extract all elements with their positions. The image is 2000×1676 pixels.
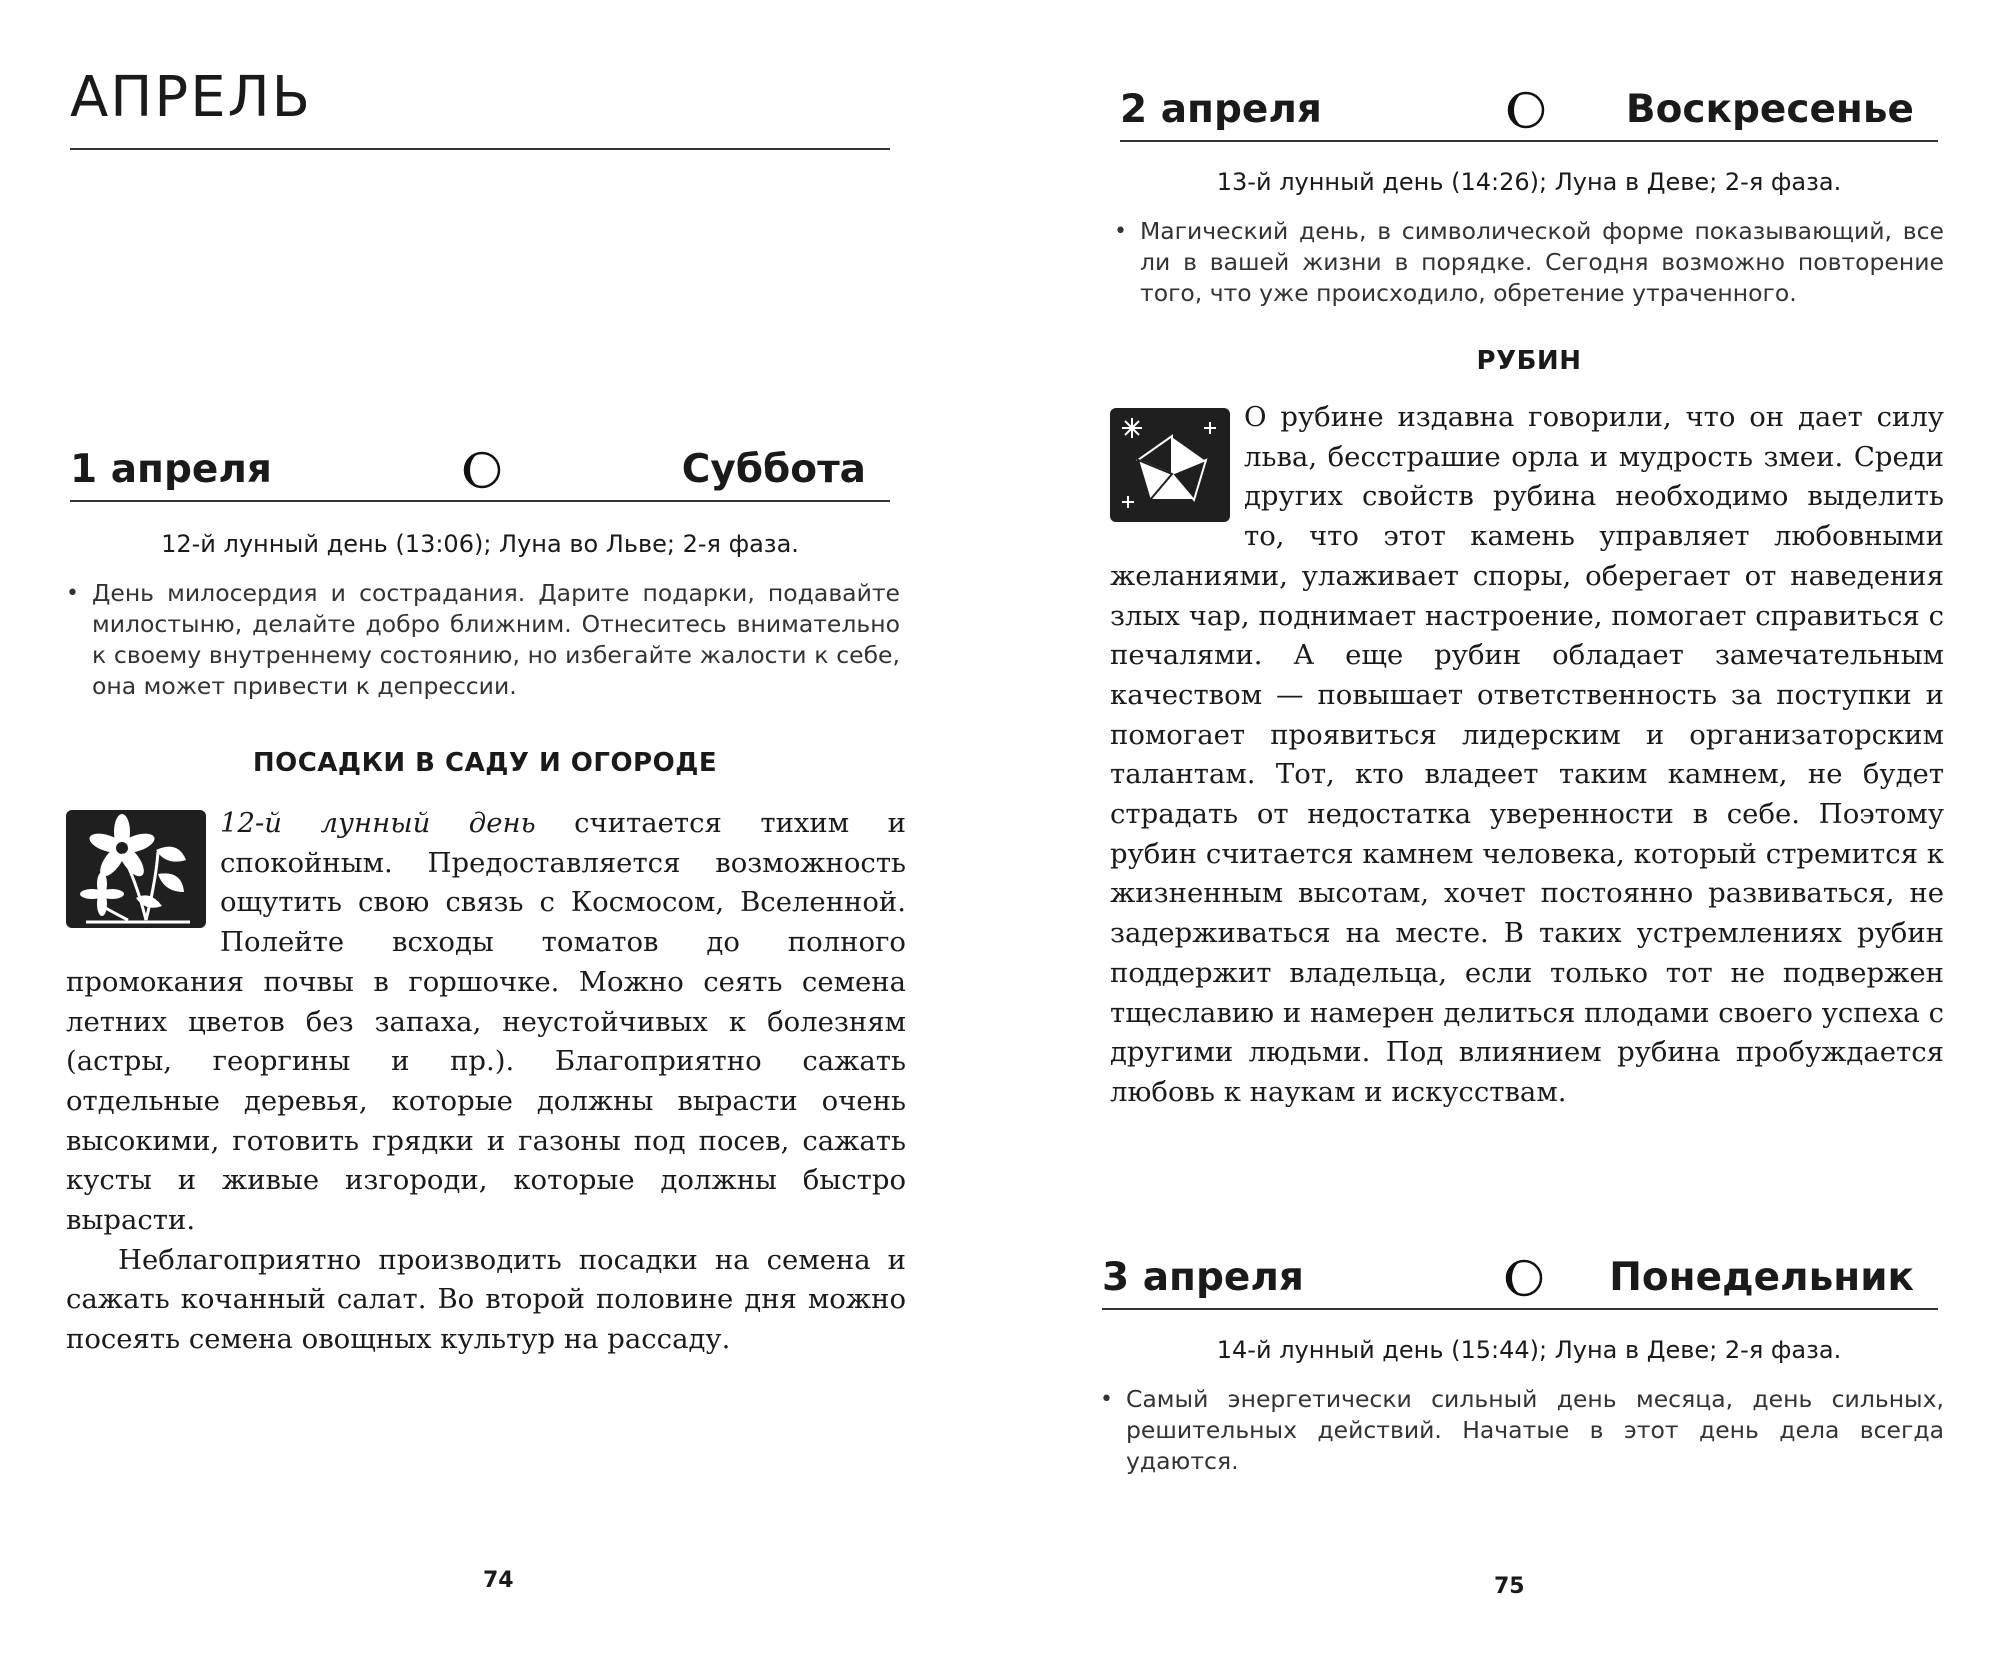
article-lead: 12-й лунный день [220,807,536,839]
waxing-moon-icon [1504,1258,1544,1298]
day-date: 1 апреля [70,447,272,492]
bullet-icon: • [1100,1387,1113,1412]
month-title-rule [70,148,890,150]
day-weekday: Воскресенье [1625,87,1914,132]
day-date: 3 апреля [1102,1255,1304,1300]
lunar-day-info: 13-й лунный день (14:26); Луна в Деве; 2-я фаза. [1216,168,1842,196]
day-note-text: Самый энергетически сильный день месяца, день сильных, решительных действий. Начатые в этот день дела всегда удаются. [1126,1385,1944,1475]
section-title-garden: ПОСАДКИ В САДУ И ОГОРОДЕ [252,748,718,778]
garden-article [66,804,906,1360]
ruby-gem-icon [1110,408,1230,522]
ruby-article-text: О рубине издавна говорили, что он дает силу льва, бесстрашие орла и мудрость змеи. Среди других свойств рубина необходимо выделить то, что этот камень управляет любовными желаниями, улаживает споры, оберегает от наведения злых чар, поднимает настроение, помогает справиться с печалями. А еще рубин обладает замечательным качеством — повышает ответственность за поступки и помогает проявиться лидерским и организаторским талантам. Тот, кто владеет таким камнем, не будет страдать от недостатка уверенности в себе. Поэтому рубин считается камнем человека, который стремится к жизненным высотам, хочет постоянно развиваться, не задерживаться на месте. В таких устремлениях рубин поддержит владельца, если только тот не подвержен тщеславию и намерен делиться плодами своего успеха с другими людьми. Под влиянием рубина пробуждается любовь к наукам и искусствам. [1110,401,1944,1108]
day-note-text: День милосердия и сострадания. Дарите подарки, подавайте милостыню, делайте добро ближним. Отнеситесь внимательно к своему внутреннему состоянию, но избегайте жалости к себе, она может привести к депрессии. [92,579,900,700]
page-number-right: 75 [1494,1574,1525,1599]
section-title-ruby: РУБИН [1476,346,1582,376]
waxing-moon-icon [462,450,502,490]
day-date: 2 апреля [1120,87,1322,132]
ruby-article [1110,398,1944,1113]
day-note [66,578,900,702]
lunar-day-info: 14-й лунный день (15:44); Луна в Деве; 2-я фаза. [1216,1336,1842,1364]
day-header-april-1 [70,440,890,502]
bullet-icon: • [66,581,79,606]
day-note-text: Магический день, в символической форме показывающий, все ли в вашей жизни в порядке. Сегодня возможно повторение того, что уже происходило, обретение утраченного. [1140,217,1944,307]
page-number-left: 74 [483,1568,514,1593]
day-note [1100,1384,1944,1477]
month-title: АПРЕЛЬ [70,65,313,130]
day-header-april-3 [1102,1248,1938,1310]
article-paragraph-1: считается тихим и спокойным. Предоставляется возможность ощутить свою связь с Космосом, Вселенной. Полейте всходы томатов до полного промокания почвы в горшочке. Можно сеять семена летних цветов без запаха, неустойчивых к болезням (астры, георгины и пр.). Благоприятно сажать отдельные деревья, которые должны вырасти очень высокими, готовить грядки и газоны под посев, сажать кусты и живые изгороди, которые должны быстро вырасти. [66,807,906,1237]
article-paragraph-2: Неблагоприятно производить посадки на семена и сажать кочанный салат. Во второй половине дня можно посеять семена овощных культур на рассаду. [66,1243,906,1356]
bullet-icon: • [1114,219,1127,244]
day-weekday: Суббота [681,447,866,492]
day-note [1114,216,1944,309]
day-weekday: Понедельник [1609,1255,1914,1300]
right-page [1000,0,2000,1676]
waxing-moon-icon [1506,90,1546,130]
day-header-april-2 [1120,80,1938,142]
flower-plant-icon [66,810,206,928]
lunar-day-info: 12-й лунный день (13:06); Луна во Льве; 2-я фаза. [161,530,799,558]
